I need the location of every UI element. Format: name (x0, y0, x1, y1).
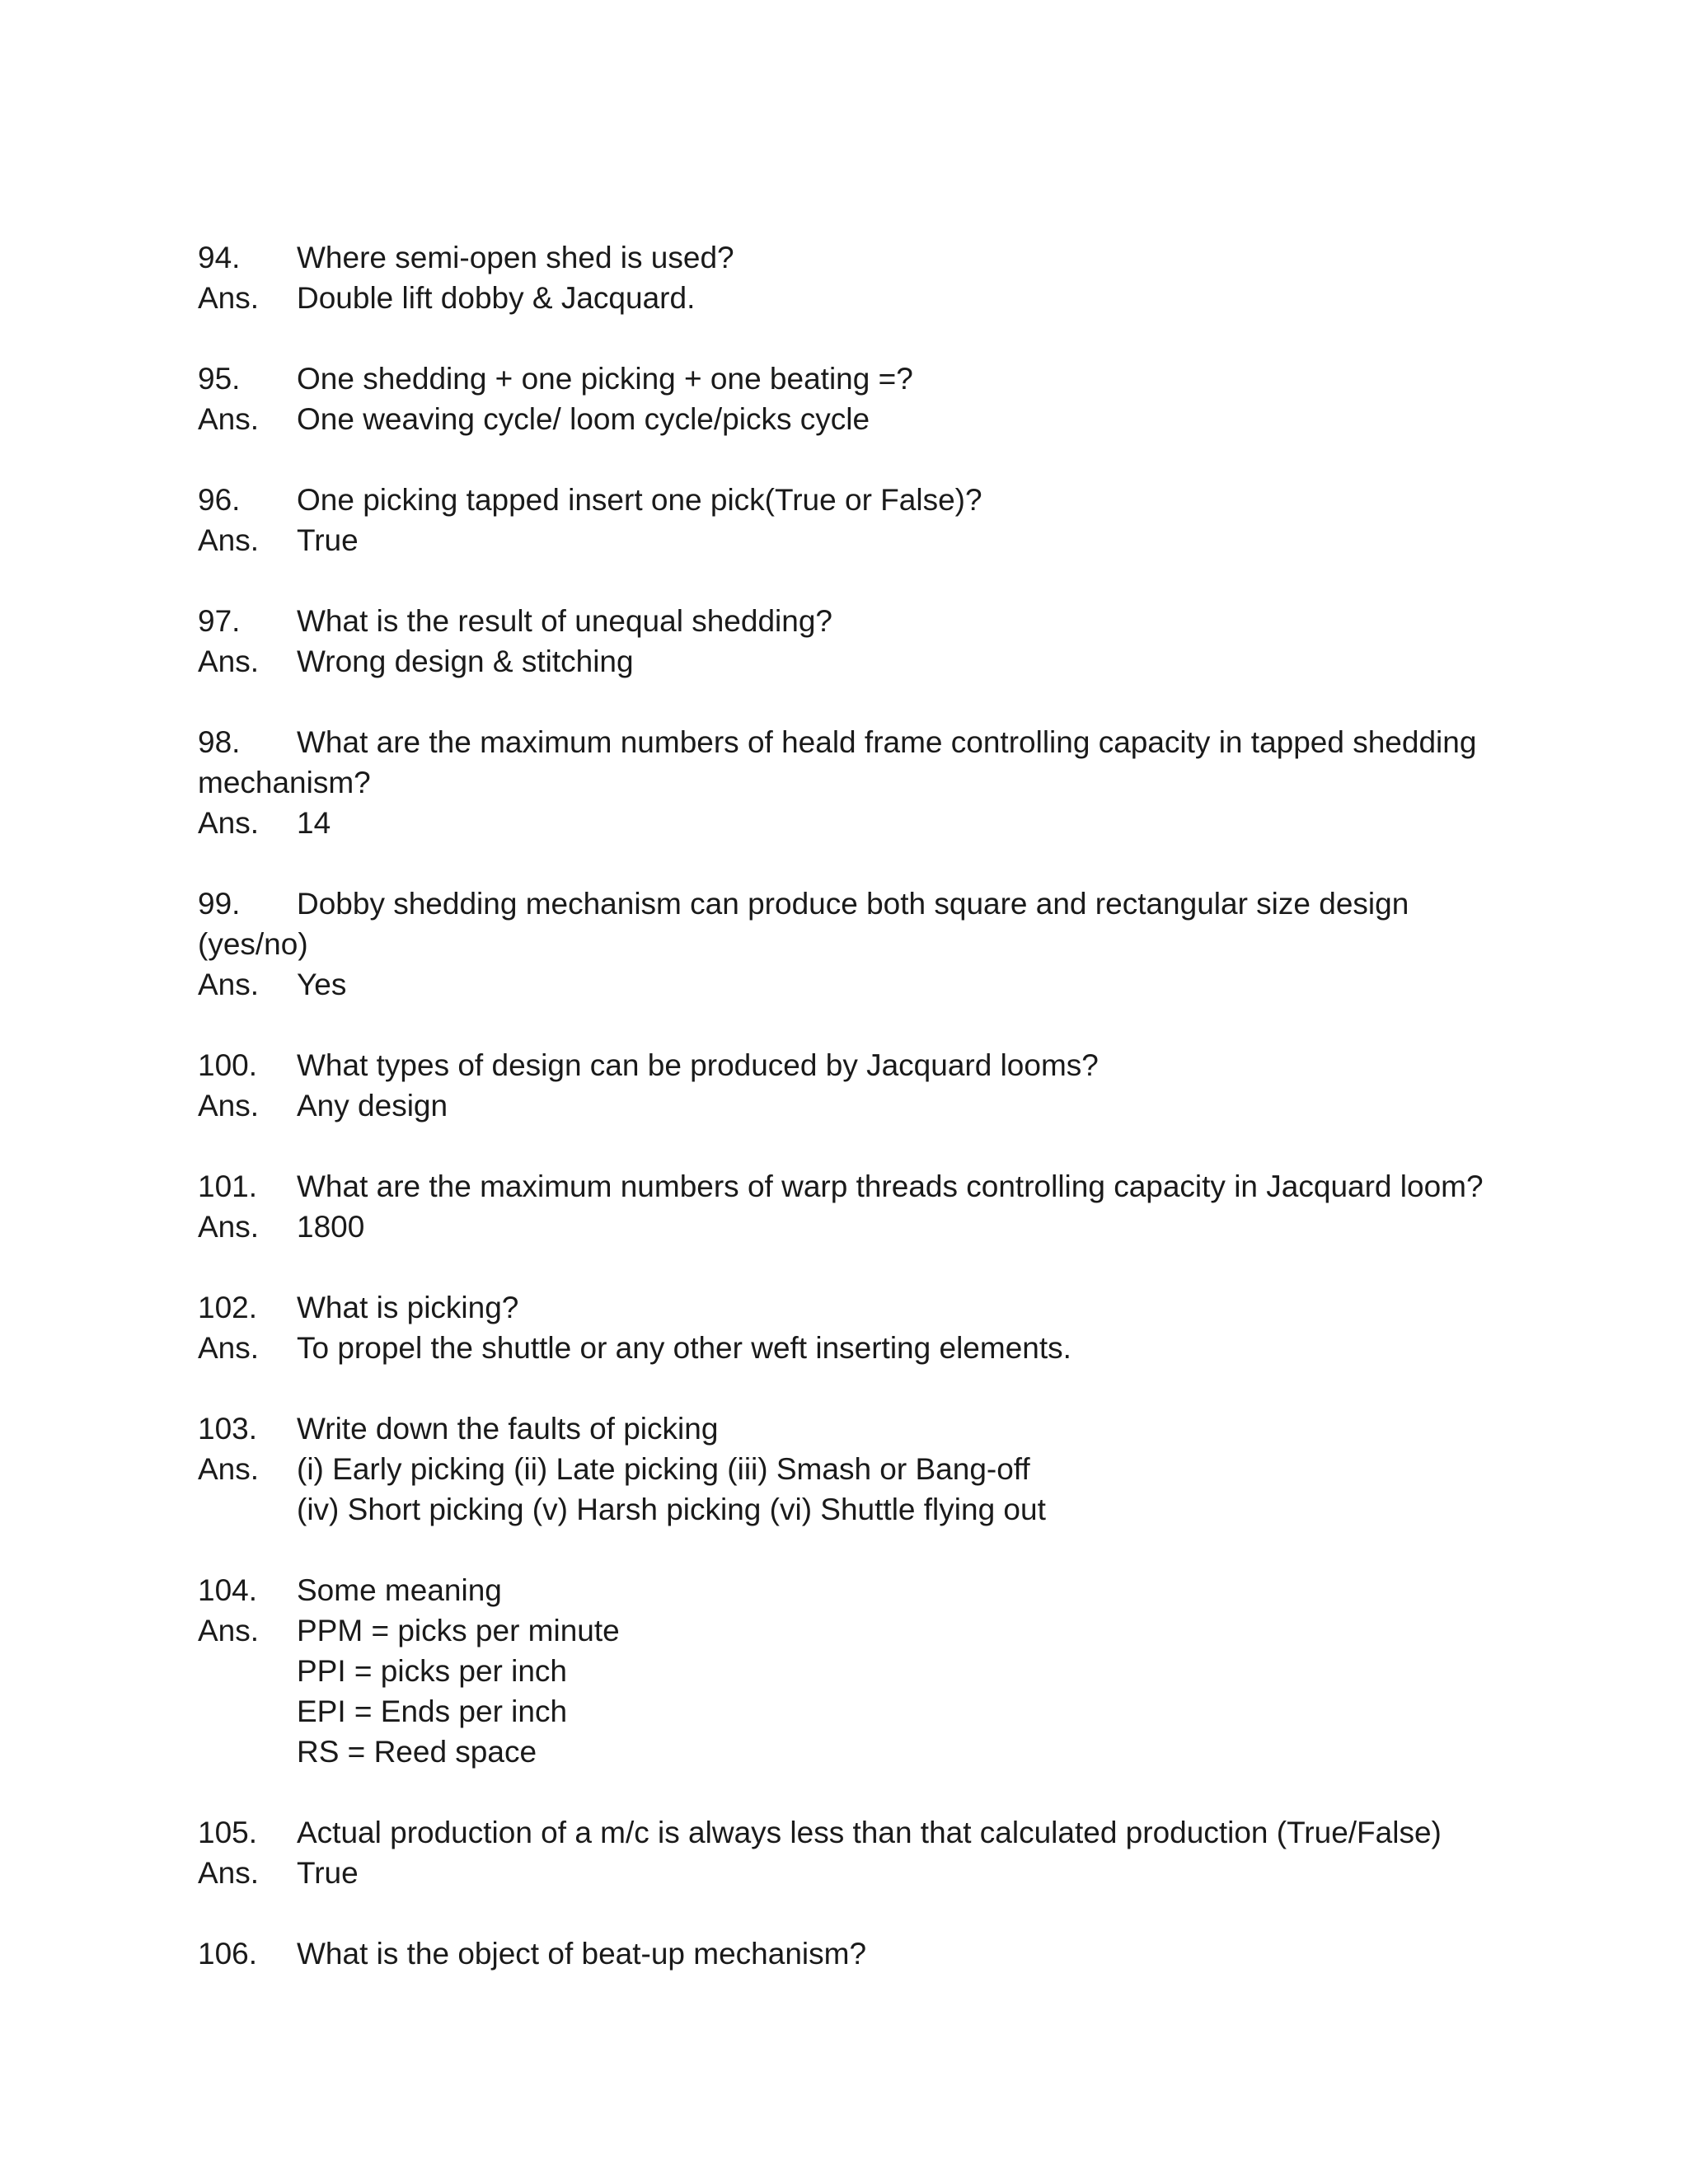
answer-label: Ans. (198, 1210, 260, 1244)
qa-item (198, 1287, 1500, 1368)
question-row (198, 1408, 1500, 1449)
question-number: 103. (198, 1412, 258, 1446)
answer-line: One weaving cycle/ loom cycle/picks cycle (297, 402, 870, 436)
answer-line: EPI = Ends per inch (297, 1694, 568, 1728)
question-number: 99. (198, 887, 241, 921)
answer-label: Ans. (198, 1856, 260, 1890)
answer-row (198, 1610, 1500, 1772)
question-text: Some meaning (297, 1573, 502, 1607)
answer-line: RS = Reed space (297, 1735, 537, 1769)
qa-item (198, 883, 1500, 1005)
answer-text (297, 1207, 1500, 1247)
answer-text (297, 803, 1500, 843)
qa-item (198, 1045, 1500, 1126)
answer-line: Any design (297, 1089, 448, 1122)
answer-row (198, 641, 1500, 682)
answer-text (297, 964, 1500, 1005)
document-page (198, 237, 1500, 2014)
answer-text (297, 1085, 1500, 1126)
question-row (198, 1570, 1500, 1610)
answer-text (297, 1449, 1500, 1530)
question-text: One picking tapped insert one pick(True or False)? (297, 483, 982, 517)
question-number: 94. (198, 241, 241, 274)
answer-line: 14 (297, 806, 331, 840)
question-continuation: mechanism? (198, 766, 371, 799)
question-row (198, 1933, 1500, 1974)
qa-item (198, 1408, 1500, 1530)
answer-row (198, 399, 1500, 439)
qa-item (198, 480, 1500, 560)
answer-label: Ans. (198, 968, 260, 1001)
answer-row (198, 278, 1500, 318)
answer-text (297, 641, 1500, 682)
question-row (198, 1287, 1500, 1328)
answer-row (198, 1207, 1500, 1247)
answer-row (198, 1853, 1500, 1893)
question-text: What are the maximum numbers of warp threads controlling capacity in Jacquard loom? (297, 1169, 1484, 1203)
question-row (198, 1045, 1500, 1085)
qa-item (198, 1166, 1500, 1247)
answer-line: PPI = picks per inch (297, 1654, 568, 1688)
answer-line: Yes (297, 968, 347, 1001)
answer-text (297, 399, 1500, 439)
question-row (198, 480, 1500, 520)
answer-row (198, 1449, 1500, 1530)
qa-item (198, 1933, 1500, 1974)
answer-row (198, 520, 1500, 560)
answer-label: Ans. (198, 1614, 260, 1647)
question-text: What types of design can be produced by Jacquard looms? (297, 1048, 1099, 1082)
question-continuation: (yes/no) (198, 927, 308, 961)
qa-item (198, 601, 1500, 682)
question-number: 104. (198, 1573, 258, 1607)
answer-text (297, 278, 1500, 318)
question-text: What are the maximum numbers of heald frame controlling capacity in tapped shedding (297, 725, 1477, 759)
question-number: 100. (198, 1048, 258, 1082)
answer-line: (iv) Short picking (v) Harsh picking (vi) Shuttle flying out (297, 1493, 1046, 1526)
question-text: One shedding + one picking + one beating =? (297, 362, 913, 396)
answer-label: Ans. (198, 1089, 260, 1122)
answer-line: True (297, 1856, 359, 1890)
answer-label: Ans. (198, 806, 260, 840)
answer-label: Ans. (198, 1331, 260, 1365)
qa-item (198, 722, 1500, 843)
question-text: What is the result of unequal shedding? (297, 604, 832, 638)
qa-item (198, 359, 1500, 439)
answer-line: Double lift dobby & Jacquard. (297, 281, 696, 315)
question-text: Dobby shedding mechanism can produce both square and rectangular size design (297, 887, 1409, 921)
question-number: 102. (198, 1291, 258, 1324)
answer-row (198, 964, 1500, 1005)
answer-label: Ans. (198, 1452, 260, 1486)
answer-label: Ans. (198, 523, 260, 557)
answer-line: PPM = picks per minute (297, 1614, 620, 1647)
question-row (198, 601, 1500, 641)
answer-label: Ans. (198, 281, 260, 315)
question-row (198, 359, 1500, 399)
answer-row (198, 1328, 1500, 1368)
question-number: 96. (198, 483, 241, 517)
question-text: What is the object of beat-up mechanism? (297, 1937, 867, 1971)
question-text: Write down the faults of picking (297, 1412, 719, 1446)
answer-label: Ans. (198, 402, 260, 436)
question-row (198, 883, 1500, 924)
answer-text (297, 1610, 1500, 1772)
question-number: 101. (198, 1169, 258, 1203)
question-row (198, 237, 1500, 278)
answer-line: Wrong design & stitching (297, 644, 634, 678)
question-number: 95. (198, 362, 241, 396)
question-text: What is picking? (297, 1291, 519, 1324)
answer-text (297, 520, 1500, 560)
answer-line: To propel the shuttle or any other weft inserting elements. (297, 1331, 1071, 1365)
qa-item (198, 1570, 1500, 1772)
answer-label: Ans. (198, 644, 260, 678)
question-number: 97. (198, 604, 241, 638)
answer-text (297, 1853, 1500, 1893)
question-row (198, 722, 1500, 762)
question-number: 98. (198, 725, 241, 759)
answer-line: True (297, 523, 359, 557)
question-text: Where semi-open shed is used? (297, 241, 734, 274)
question-row (198, 1812, 1500, 1853)
answer-row (198, 803, 1500, 843)
answer-line: 1800 (297, 1210, 365, 1244)
answer-text (297, 1328, 1500, 1368)
qa-item (198, 1812, 1500, 1893)
question-row (198, 1166, 1500, 1207)
question-text: Actual production of a m/c is always less than that calculated production (True/False) (297, 1816, 1442, 1849)
answer-row (198, 1085, 1500, 1126)
question-number: 106. (198, 1937, 258, 1971)
qa-item (198, 237, 1500, 318)
question-number: 105. (198, 1816, 258, 1849)
answer-line: (i) Early picking (ii) Late picking (iii) Smash or Bang-off (297, 1452, 1030, 1486)
